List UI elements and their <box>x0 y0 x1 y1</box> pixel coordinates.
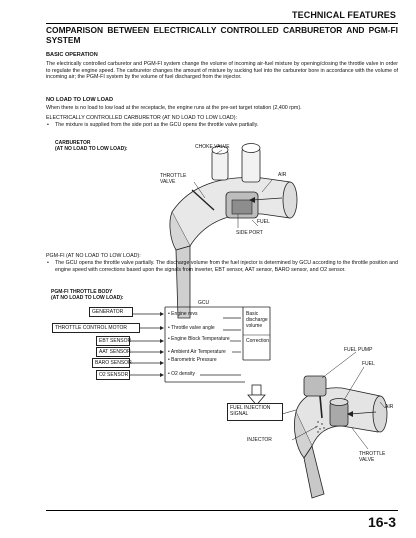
fuel-injection-signal-1: FUEL INJECTION <box>230 405 271 411</box>
no-load-heading: NO LOAD TO LOW LOAD <box>46 97 114 103</box>
carb-throttle-label-1: THROTTLE <box>160 173 187 179</box>
ebt-sensor-box: EBT SENSOR <box>96 336 130 346</box>
pgmfi-air-label: AIR <box>385 404 394 410</box>
carb-bullet: • The mixture is supplied from the side port as the GCU opens the throttle valve partially. <box>46 122 398 129</box>
generator-box: GENERATOR <box>89 307 133 317</box>
no-load-text: When there is no load to low load at the receptacle, the engine runs at the pre-set target rotation (2,400 rpm). <box>46 105 302 111</box>
throttle-control-motor-box: THROTTLE CONTROL MOTOR <box>52 323 140 333</box>
pgmfi-throttle-valve-label <box>359 451 385 463</box>
baro-sensor-box: BARO SENSOR <box>92 358 130 368</box>
input-o2-density: • O2 density <box>168 371 196 377</box>
input-baro-pressure: • Barometric Pressure <box>168 357 217 363</box>
footer-rule <box>46 510 398 511</box>
pgmfi-heading: PGM-FI (AT NO LOAD TO LOW LOAD): <box>46 253 141 259</box>
choke-valve-label: CHOKE VALVE <box>195 144 230 150</box>
correction-label: Correction <box>246 338 270 344</box>
aat-sensor-box: AAT SENSOR <box>96 347 130 357</box>
carb-throttle-label-2: VALVE <box>160 179 176 185</box>
input-air-temp: • Ambient Air Temperature <box>168 349 226 355</box>
basic-operation-heading: BASIC OPERATION <box>46 52 98 58</box>
running-head: TECHNICAL FEATURES <box>292 10 396 20</box>
fuel-injection-signal-box <box>227 403 283 421</box>
pgmfi-diagram-title <box>51 289 124 301</box>
page-number: 16-3 <box>367 514 396 530</box>
side-port-label: SIDE PORT <box>236 230 263 236</box>
pgmfi-bullet: • The GCU opens the throttle valve partially. The discharge volume from the fuel injector is determined by GCU according to the throttle position and engine speed with corrections based upon the signals from inverter, EBT sensor, AAT sensor, BARO sensor, and O2 sensor. <box>47 260 398 273</box>
pgmfi-throttle-label-1: THROTTLE <box>359 451 386 457</box>
pgmfi-throttle-label-2: VALVE <box>359 457 375 463</box>
fuel-pump-label: FUEL PUMP <box>344 347 373 353</box>
pgmfi-diagram-title-1: PGM-FI THROTTLE BODY <box>51 289 113 295</box>
pgmfi-fuel-label: FUEL <box>362 361 375 367</box>
input-engine-revs: • Engine revs <box>168 311 198 317</box>
input-throttle-angle: • Throttle valve angle <box>168 325 215 331</box>
fuel-injection-signal-2: SIGNAL <box>230 411 249 417</box>
pgmfi-diagram-title-2: (AT NO LOAD TO LOW LOAD): <box>51 295 124 302</box>
pgmfi-bullet-text: The GCU opens the throttle valve partially. The discharge volume from the fuel injector is determined by GCU according to the throttle position and engine speed with corrections based upon the signals from inverter, EBT sensor, AAT sensor, BARO sensor, and O2 sensor. <box>55 260 398 273</box>
carb-subheading: ELECTRICALLY CONTROLLED CARBURETOR (AT NO LOAD TO LOW LOAD): <box>46 115 237 121</box>
section-title: COMPARISON BETWEEN ELECTRICALLY CONTROLLED CARBURETOR AND PGM-FI SYSTEM <box>46 25 398 45</box>
basic-discharge-2: discharge <box>246 317 268 323</box>
carb-fuel-label: FUEL <box>257 219 270 225</box>
carb-air-label: AIR <box>278 172 287 178</box>
input-ebt-temp: • Engine Block Temperature <box>168 336 230 342</box>
carb-diagram-title-2: (AT NO LOAD TO LOW LOAD): <box>55 146 128 153</box>
basic-discharge-3: volume <box>246 323 263 329</box>
injector-label: INJECTOR <box>247 437 272 443</box>
carb-diagram-title-1: CARBURETOR <box>55 140 91 146</box>
basic-discharge-1: Basic <box>246 311 259 317</box>
carb-throttle-valve-label <box>160 173 186 185</box>
basic-discharge-label <box>246 311 268 329</box>
gcu-label: GCU <box>198 300 210 306</box>
carb-bullet-text: The mixture is supplied from the side port as the GCU opens the throttle valve partially. <box>55 122 259 128</box>
basic-operation-text: The electrically controlled carburetor and PGM-FI system change the volume of incoming air-fuel mixture by opening/closing the throttle valve in order to regulate the engine speed. The carburetor changes the amount of mixture by sucking fuel into the carburetor bore in accordance with the volume of incoming air; the PGM-FI system by the volume of fuel discharged from the injector. <box>46 61 398 81</box>
o2-sensor-box: O2 SENSOR <box>96 370 130 380</box>
